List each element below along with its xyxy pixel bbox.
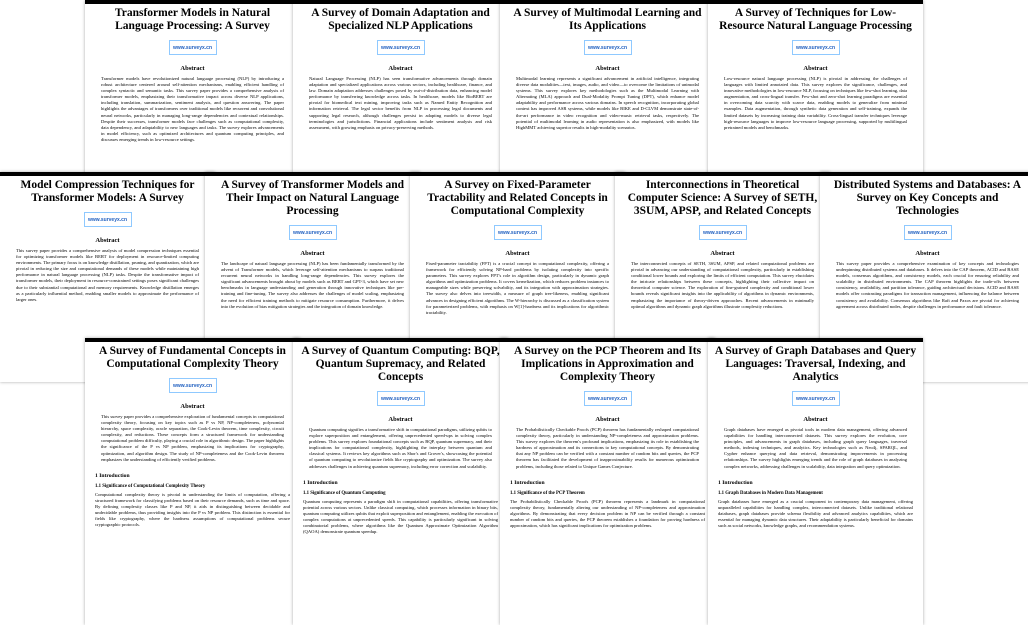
abstract-text: Low-resource natural language processing (NLP) is pivotal in addressing the challenges of languages with limited annotated data. This survey explores the significance, challenges, and innovative methodologies in low-resource NLP, focusing on techniques like few-shot learning, data augmentation, and cross-lingual transfer. Few-shot and zero-shot learning paradigms are essential in overcoming data scarcity with scarce data, enabling models to generalize from minimal examples. Data augmentation, through synthetic data generation and self-training, expands the limited datasets by increasing training data variability. Cross-lingual transfer techniques leverage high-resource languages to improve low-resource language processing, supported by multilingual pretrained models and benchmarks. bbox=[724, 76, 907, 130]
abstract-text: Transformer models have revolutionized natural language processing (NLP) by introducing a robust architecture centered around self-attention mechanisms, enabling efficient handling of complex syntactic and semantic tasks. This survey paper provides a comprehensive analysis of transformer models, emphasizing their transformative impact across diverse NLP applications, including translation, summarization, sentiment analysis, and question answering. The paper highlights the advantages of transformers over traditional models like recurrent and convolutional neural networks, particularly in managing long-range dependencies and contextual relationships. Despite their successes, transformer models face challenges such as computational complexity, data dependency, and adaptability to new languages and tasks. The survey explores advancements in model efficiency, such as optimized architectures and quantum computing principles, and discusses emerging trends in low-resource settings. bbox=[101, 76, 284, 142]
abstract-heading: Abstract bbox=[388, 416, 413, 423]
abstract-text: Multimodal learning represents a significant advancement in artificial intelligence, integrating diverse data modalities—text, images, audio, and video—to overcome the limitations of unimodal systems. This survey explores key methodologies such as the Multimodal Learning with Alternating (MLA) approach and Dual-Modality Prompt Tuning (DPT), which enhance model adaptability and performance across various domains. In speech recognition, incorporating global context has improved ASR systems, while models like BIKE and D-CLVM demonstrate state-of-the-art performance in video recognition and video-music retrieval tasks, respectively. The potential of multimodal learning in audio representation is also emphasized, with models like HighMMT achieving superior results in high-modality scenarios. bbox=[516, 76, 699, 130]
abstract-heading: Abstract bbox=[180, 65, 205, 72]
abstract-heading: Abstract bbox=[915, 250, 940, 257]
paper-title: Transformer Models in Natural Language Processing: A Survey bbox=[114, 7, 271, 32]
abstract-heading: Abstract bbox=[803, 65, 828, 72]
abstract-text: The Probabilistically Checkable Proofs (PCP) theorem has fundamentally reshaped computational complexity theory, particularly in understanding NP-completeness and approximation problems. This survey explores the theorem's profound implications, emphasizing its role in establishing the hardness of approximation and its connections to key computational concepts. By demonstrating that any NP problem can be verified with a constant number of random bits and queries, the PCP theorem has facilitated the development of inapproximability results for numerous optimization problems, including those related to Unique Games Conjecture. bbox=[516, 427, 699, 469]
abstract-text: This survey paper provides a comprehensive analysis of model compression techniques essential for optimizing transformer models like BERT for deployment in resource-limited computing environments. The primary focus is on knowledge distillation, pruning, and quantization, which are pivotal in reducing the size and computational demands of these models while maintaining high performance in natural language processing (NLP) tasks. Despite the transformative impact of transformer models, their deployment in resource-constrained settings poses significant challenges due to their substantial computational and memory requirements. Knowledge distillation emerges as a particularly influential method, enabling smaller models to approximate the performance of larger ones. bbox=[16, 248, 199, 302]
survey-url-badge: www.surveyx.cn bbox=[904, 225, 952, 240]
survey-url-badge: www.surveyx.cn bbox=[699, 225, 747, 240]
survey-url-badge: www.surveyx.cn bbox=[584, 40, 632, 55]
abstract-heading: Abstract bbox=[595, 416, 620, 423]
paper-card[interactable] bbox=[293, 0, 508, 192]
subsection-heading: 1.1 Graph Databases in Modern Data Management bbox=[718, 490, 823, 496]
abstract-text: Fixed-parameter tractability (FPT) is a crucial concept in computational complexity, offering a framework for efficiently solving NP-hard problems by isolating complexity into specific parameters. This survey explores FPT's role in algorithm design, particularly in dynamic graph algorithms and optimization problems. It covers kernelization, which reduces problem instances to manageable sizes while preserving solvability, and its integration with approximation strategies. The survey also delves into treewidth, a measure of graph tree-likeness, enabling significant advances in designing efficient algorithms. The W-hierarchy is discussed as a classification system for parameterized problems, with emphasis on W[1]-hardness and its implications for algorithmic tractability. bbox=[426, 261, 609, 315]
abstract-heading: Abstract bbox=[95, 237, 120, 244]
paper-title: A Survey of Quantum Computing: BQP, Quantum Supremacy, and Related Concepts bbox=[301, 345, 500, 383]
subsection-heading: 1.1 Significance of Quantum Computing bbox=[303, 490, 386, 496]
body-text: Quantum computing represents a paradigm shift in computational capabilities, offering transformative potential across various sectors. Unlike classical computing, which processes information in binary bits, quantum computing utilizes qubits that exploit superposition and entanglement, enabling the execution of complex computations at unprecedented speeds. This capability is particularly significant in solving combinatorial problems, where algorithms like the Quantum Approximate Optimization Algorithm (QAOA) demonstrate quantum speedup. bbox=[303, 498, 498, 535]
abstract-heading: Abstract bbox=[180, 403, 205, 410]
paper-title: A Survey of Domain Adaptation and Specialized NLP Applications bbox=[311, 7, 490, 32]
subsection-heading: 1.1 Significance of the PCP Theorem bbox=[510, 490, 585, 496]
body-text: The Probabilistically Checkable Proofs (PCP) theorem represents a landmark in computational complexity theory, fundamentally altering our understanding of NP-completeness and approximation algorithms. By demonstrating that every decision problem in NP can be verified through a constant number of random bits and queries, the PCP theorem establishes a foundation for proving hardness of approximation, which has significant implications for optimization problems. bbox=[510, 498, 705, 529]
survey-url-badge: www.surveyx.cn bbox=[584, 391, 632, 406]
paper-title: A Survey on the PCP Theorem and Its Implications in Approximation and Complexity Theory bbox=[513, 345, 702, 383]
paper-card[interactable] bbox=[708, 338, 923, 625]
abstract-heading: Abstract bbox=[388, 65, 413, 72]
paper-card[interactable] bbox=[500, 0, 715, 192]
survey-url-badge: www.surveyx.cn bbox=[169, 40, 217, 55]
survey-url-badge: www.surveyx.cn bbox=[494, 225, 542, 240]
paper-card[interactable] bbox=[500, 338, 715, 625]
survey-url-badge: www.surveyx.cn bbox=[792, 40, 840, 55]
abstract-text: Graph databases have emerged as pivotal tools in modern data management, offering advanced capabilities for handling interconnected datasets. This survey explores the evolution, core principles, and advancements in graph databases, including graph query languages, traversal methods, indexing techniques, and analytics. Key technologies such as Neo4j, SPARQL, and Cypher enhance querying and data retrieval, demonstrating improvements in processing relationships. The survey highlights emerging trends and the role of graph databases in analyzing complex networks, addressing challenges in scalability, data integration and query optimization. bbox=[724, 427, 907, 469]
survey-url-badge: www.surveyx.cn bbox=[377, 40, 425, 55]
survey-url-badge: www.surveyx.cn bbox=[377, 391, 425, 406]
paper-card[interactable] bbox=[85, 338, 300, 625]
subsection-heading: 1.1 Significance of Computational Complexity Theory bbox=[95, 483, 206, 489]
paper-title: A Survey on Fixed-Parameter Tractability and Related Concepts in Computational Complexity bbox=[427, 179, 608, 217]
abstract-heading: Abstract bbox=[710, 250, 735, 257]
body-text: Graph databases have emerged as a crucial component in contemporary data management, offering unparalleled capabilities for handling complex, interconnected datasets. Unlike traditional relational databases, graph databases provide schema flexibility and advanced analytics capabilities, which are essential for managing dynamic data structures. Their adaptability is particularly beneficial for domains such as social networks, knowledge graphs, and recommendation systems. bbox=[718, 498, 913, 529]
paper-title: A Survey of Multimodal Learning and Its Applications bbox=[513, 7, 702, 32]
survey-url-badge: www.surveyx.cn bbox=[84, 212, 132, 227]
survey-url-badge: www.surveyx.cn bbox=[169, 378, 217, 393]
abstract-heading: Abstract bbox=[505, 250, 530, 257]
abstract-heading: Abstract bbox=[300, 250, 325, 257]
section-heading: 1 Introduction bbox=[95, 472, 130, 479]
body-text: Computational complexity theory is pivotal in understanding the limits of computation, offering a structured framework for classifying problems based on their resource demands, such as time and space. By defining complexity classes like P and NP, it aids in distinguishing between decidable and undecidable problems, thus providing insights into the P vs NP problem. This distinction is essential for fields like cryptography, where the hardness assumptions of computational problems secure cryptographic protocols. bbox=[95, 491, 290, 528]
survey-url-badge: www.surveyx.cn bbox=[289, 225, 337, 240]
paper-title: A Survey of Transformer Models and Their Impact on Natural Language Processing bbox=[220, 179, 405, 217]
paper-card[interactable] bbox=[293, 338, 508, 625]
paper-title: Model Compression Techniques for Transformer Models: A Survey bbox=[20, 179, 195, 204]
abstract-text: The landscape of natural language processing (NLP) has been fundamentally transformed by the advent of Transformer models, which leverage self-attention mechanisms to surpass traditional recurrent neural networks in handling long-range dependencies. This survey explores the significant advancements brought about by models such as BERT and GPT-3, which have set new benchmarks in language understanding and generation through innovative techniques like pre-training and fine-tuning. The survey also addresses the challenges of model scaling, emphasizing the need for efficient training methods to mitigate resource consumption. Furthermore, it delves into the evolution of bias mitigation strategies and the integration of domain knowledge. bbox=[221, 261, 404, 309]
paper-card[interactable] bbox=[85, 0, 300, 192]
abstract-text: The interconnected concepts of SETH, 3SUM, APSP, and related computational problems are pivotal in advancing our understanding of computational complexity, particularly in establishing conditional lower bounds and exploring the limits of efficient computation. This survey elucidates the intricate relationships between these concepts, highlighting their collective impact on theoretical computer science. The exploration of fine-grained complexity and conditional lower bounds reveals significant insights into the applicability of algorithms in dynamic environments, emphasizing the importance of theory-driven approaches. Recent advancements in minimally optimal algorithms and dynamic graph algorithms illustrate complexity reductions. bbox=[631, 261, 814, 309]
abstract-heading: Abstract bbox=[803, 416, 828, 423]
abstract-text: Quantum computing signifies a transformative shift in computational paradigms, utilizing qubits to explore superposition and entanglement, offering unprecedented speed-ups in solving complex problems. This survey explores foundational concepts such as BQP, quantum supremacy, and their implications for computational complexity, highlighting the interplay between quantum and classical systems. It reviews key algorithms such as Shor's and Grover's, showcasing the potential of quantum computing to revolutionize fields like cryptography and optimization. The survey also addresses challenges in achieving quantum supremacy, including error correction and scalability. bbox=[309, 427, 492, 469]
section-heading: 1 Introduction bbox=[510, 479, 545, 486]
section-heading: 1 Introduction bbox=[718, 479, 753, 486]
abstract-text: This survey paper provides a comprehensive examination of key concepts and technologies underpinning distributed systems and databases. It delves into the CAP theorem, ACID and BASE models, consensus algorithms, and consistency models, each crucial for ensuring reliability and scalability in distributed environments. The CAP theorem highlights the trade-offs between consistency, availability, and partition tolerance, guiding architectural decisions. ACID and BASE models offer contrasting paradigms for transaction management, influencing the balance between consistency and availability. Consensus algorithms like Raft and Paxos are pivotal for achieving agreement across distributed nodes, despite challenges in performance and fault tolerance. bbox=[836, 261, 1019, 309]
abstract-text: This survey paper provides a comprehensive exploration of fundamental concepts in computational complexity theory, focusing on key topics such as P vs NP, NP-completeness, polynomial hierarchy, space complexity, oracle separation, the Cook-Levin theorem, time complexity, circuit complexity, and reductions. These concepts form a structured framework for understanding computational problem difficulty, playing a crucial role in algorithmic design. The paper highlights the significance of the P vs NP problem, emphasizing its implications for cryptography, optimization, and algorithm design. The study of NP-completeness and the Cook-Levin theorem emphasizes the understanding of efficiently verified problems. bbox=[101, 414, 284, 462]
abstract-text: Natural Language Processing (NLP) has seen transformative advancements through domain adaptation and specialized applications across various sectors, including healthcare, finance, and law. Domain adaptation addresses challenges posed by out-of-distribution data, enhancing model performance by transferring knowledge across tasks. In healthcare, models like BioBERT are pivotal for biomedical text mining, improving tasks such as Named Entity Recognition and information retrieval. The legal sector benefits from NLP in processing legal documents and supporting legal research, although challenges persist in adapting models to diverse legal terminologies and jurisdictions. Financial applications include sentiment analysis and risk assessment, with growing emphasis on privacy-preserving methods. bbox=[309, 76, 492, 130]
paper-title: A Survey of Graph Databases and Query Languages: Traversal, Indexing, and Analytics bbox=[714, 345, 917, 383]
paper-title: Distributed Systems and Databases: A Survey on Key Concepts and Technologies bbox=[833, 179, 1022, 217]
paper-title: A Survey of Fundamental Concepts in Computational Complexity Theory bbox=[99, 345, 286, 370]
survey-url-badge: www.surveyx.cn bbox=[792, 391, 840, 406]
paper-title: A Survey of Techniques for Low-Resource Natural Language Processing bbox=[719, 7, 912, 32]
paper-card[interactable] bbox=[708, 0, 923, 192]
abstract-heading: Abstract bbox=[595, 65, 620, 72]
section-heading: 1 Introduction bbox=[303, 479, 338, 486]
paper-title: Interconnections in Theoretical Computer Science: A Survey of SETH, 3SUM, APSP, and Related Concepts bbox=[627, 179, 818, 217]
